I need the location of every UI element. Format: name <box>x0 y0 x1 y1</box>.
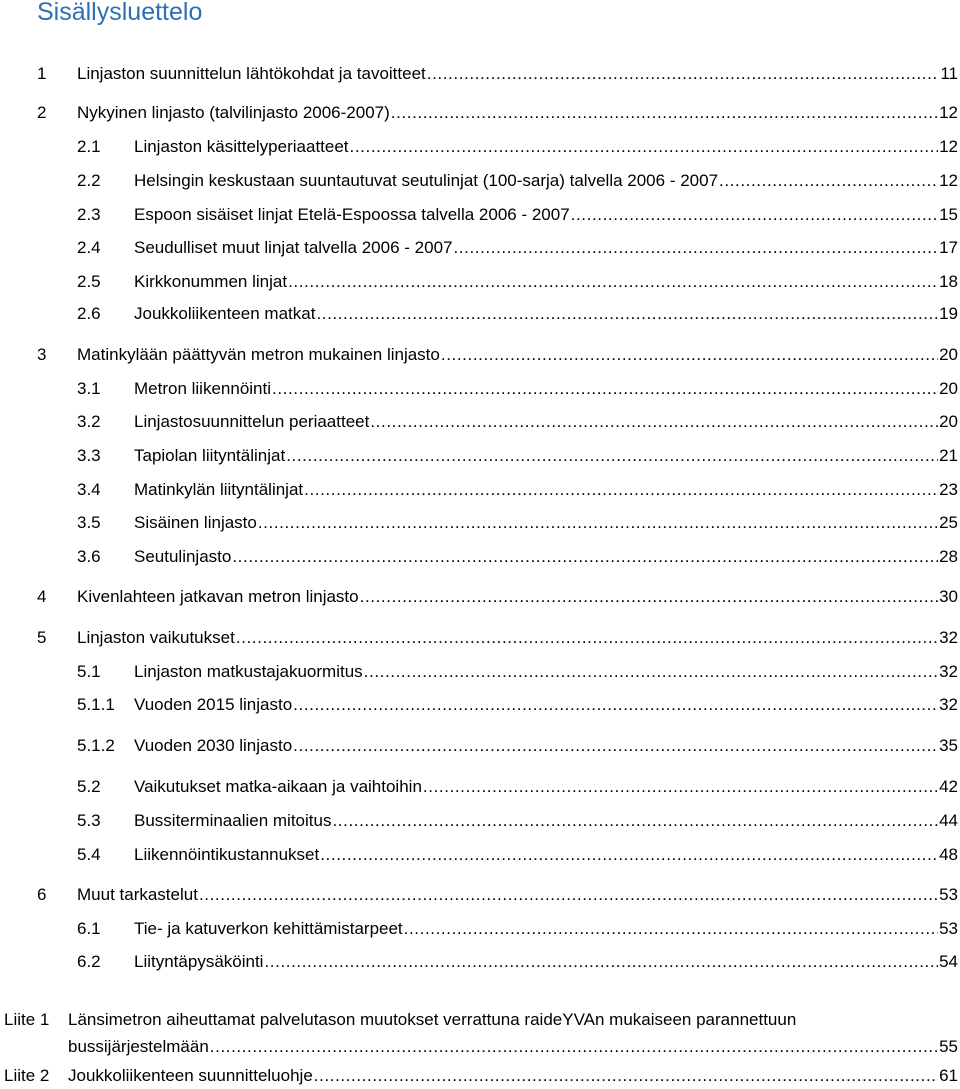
dot-leader <box>293 693 938 717</box>
toc-entry-number: 3.4 <box>77 480 101 499</box>
dot-leader <box>391 101 938 125</box>
toc-entry-number: 6 <box>37 885 47 904</box>
toc-entry-number: 3.1 <box>77 379 101 398</box>
toc-entry[interactable] <box>77 410 958 434</box>
appendix-number: Liite 1 <box>4 1010 50 1029</box>
toc-entry-number: 6.2 <box>77 952 101 971</box>
dot-leader <box>314 1064 938 1088</box>
toc-entry-label: Helsingin keskustaan suuntautuvat seutulinjat (100-sarja) talvella 2006 - 2007 <box>134 169 719 193</box>
toc-entry-page: 23 <box>938 478 958 502</box>
toc-entry-page: 53 <box>938 917 958 941</box>
toc-entry-number: 5.1.2 <box>77 736 115 755</box>
toc-entry[interactable] <box>37 62 958 86</box>
toc-entry[interactable] <box>77 478 958 502</box>
toc-entry-number: 2.5 <box>77 272 101 291</box>
toc-entry-page: 18 <box>938 270 958 294</box>
dot-leader <box>332 809 938 833</box>
appendix-number: Liite 2 <box>4 1066 50 1085</box>
dot-leader <box>258 511 938 535</box>
toc-entry-label: Bussiterminaalien mitoitus <box>134 809 332 833</box>
toc-entry-label: Tapiolan liityntälinjat <box>134 444 286 468</box>
toc-entry[interactable] <box>77 809 958 833</box>
toc-entry[interactable] <box>37 626 958 650</box>
dot-leader <box>232 545 938 569</box>
toc-entry-page: 42 <box>938 775 958 799</box>
toc-entry-page: 20 <box>938 410 958 434</box>
toc-entry-number: 5.4 <box>77 845 101 864</box>
toc-entry[interactable] <box>68 1064 958 1088</box>
toc-entry[interactable] <box>77 950 958 974</box>
toc-entry-number: 3.3 <box>77 446 101 465</box>
toc-entry-label: Kirkkonummen linjat <box>134 270 288 294</box>
toc-entry-number: 3.2 <box>77 412 101 431</box>
toc-entry-page: 54 <box>938 950 958 974</box>
toc-entry[interactable] <box>37 101 958 125</box>
dot-leader <box>360 585 938 609</box>
toc-entry-number: 2 <box>37 103 47 122</box>
toc-entry-label: Tie- ja katuverkon kehittämistarpeet <box>134 917 404 941</box>
toc-entry-page: 44 <box>938 809 958 833</box>
dot-leader <box>304 478 938 502</box>
toc-entry-label: Linjaston vaikutukset <box>77 626 236 650</box>
toc-entry-page: 17 <box>938 236 958 260</box>
toc-entry-label: Metron liikennöinti <box>134 377 272 401</box>
toc-entry-label: Muut tarkastelut <box>77 883 199 907</box>
toc-entry-label: Joukkoliikenteen matkat <box>134 302 316 326</box>
toc-entry-page: 12 <box>938 135 958 159</box>
dot-leader <box>441 343 938 367</box>
toc-entry[interactable] <box>77 270 958 294</box>
dot-leader <box>350 135 939 159</box>
dot-leader <box>423 775 938 799</box>
toc-entry[interactable] <box>77 545 958 569</box>
dot-leader <box>364 660 938 684</box>
toc-entry-number: 3.6 <box>77 547 101 566</box>
toc-entry[interactable] <box>77 734 958 758</box>
dot-leader <box>370 410 938 434</box>
toc-entry-number: 5.1 <box>77 662 101 681</box>
dot-leader <box>236 626 938 650</box>
dot-leader <box>272 377 938 401</box>
appendix-label: Joukkoliikenteen suunnitteluohje <box>68 1064 314 1088</box>
toc-entry-number: 2.6 <box>77 304 101 323</box>
toc-entry-page: 20 <box>938 343 958 367</box>
toc-entry-number: 3 <box>37 345 47 364</box>
dot-leader <box>293 734 938 758</box>
appendix-page: 55 <box>938 1035 958 1059</box>
toc-entry-page: 21 <box>938 444 958 468</box>
toc-entry-label: Vuoden 2030 linjasto <box>134 734 293 758</box>
appendix-label[interactable]: Länsimetron aiheuttamat palvelutason muutokset verrattuna raideYVAn mukaiseen parannettuun <box>68 1010 797 1029</box>
toc-entry[interactable] <box>77 236 958 260</box>
toc-entry-label: Matinkylään päättyvän metron mukainen linjasto <box>77 343 441 367</box>
dot-leader <box>719 169 938 193</box>
toc-entry-page: 32 <box>938 626 958 650</box>
dot-leader <box>316 302 938 326</box>
toc-entry-number: 4 <box>37 587 47 606</box>
toc-entry-number: 2.3 <box>77 205 101 224</box>
toc-entry-label: Seudulliset muut linjat talvella 2006 - 2007 <box>134 236 453 260</box>
toc-entry-label: Matinkylän liityntälinjat <box>134 478 304 502</box>
toc-entry-label: Linjastosuunnittelun periaatteet <box>134 410 370 434</box>
toc-entry-page: 15 <box>938 203 958 227</box>
toc-entry-label: Sisäinen linjasto <box>134 511 258 535</box>
toc-entry-page: 20 <box>938 377 958 401</box>
toc-entry-number: 6.1 <box>77 919 101 938</box>
toc-entry-number: 5.3 <box>77 811 101 830</box>
page-title: Sisällysluettelo <box>37 0 203 26</box>
toc-entry[interactable] <box>68 1035 958 1059</box>
toc-entry[interactable] <box>77 775 958 799</box>
toc-entry[interactable] <box>37 883 958 907</box>
dot-leader <box>210 1035 938 1059</box>
toc-entry-number: 2.1 <box>77 137 101 156</box>
dot-leader <box>571 203 938 227</box>
toc-entry-number: 2.4 <box>77 238 101 257</box>
toc-entry-label: Nykyinen linjasto (talvilinjasto 2006-2007) <box>77 101 391 125</box>
toc-entry-label: Liityntäpysäköinti <box>134 950 264 974</box>
toc-entry-page: 12 <box>938 169 958 193</box>
toc-entry-page: 48 <box>938 843 958 867</box>
toc-entry-label: Kivenlahteen jatkavan metron linjasto <box>77 585 360 609</box>
toc-entry[interactable] <box>37 343 958 367</box>
toc-entry-label: Vaikutukset matka-aikaan ja vaihtoihin <box>134 775 423 799</box>
toc-entry-number: 2.2 <box>77 171 101 190</box>
toc-entry-label: Linjaston käsittelyperiaatteet <box>134 135 350 159</box>
toc-entry-page: 25 <box>938 511 958 535</box>
toc-entry[interactable] <box>77 302 958 326</box>
appendix-page: 61 <box>938 1064 958 1088</box>
toc-entry-page: 12 <box>938 101 958 125</box>
dot-leader <box>427 62 940 86</box>
toc-entry[interactable] <box>77 444 958 468</box>
toc-entry-number: 5.1.1 <box>77 695 115 714</box>
toc-entry-number: 1 <box>37 64 47 83</box>
toc-entry[interactable] <box>77 377 958 401</box>
toc-entry-label: Seutulinjasto <box>134 545 232 569</box>
dot-leader <box>453 236 938 260</box>
toc-entry-number: 5.2 <box>77 777 101 796</box>
appendix-label-continued: bussijärjestelmään <box>68 1035 210 1059</box>
toc-entry[interactable] <box>77 693 958 717</box>
toc-entry-page: 32 <box>938 660 958 684</box>
dot-leader <box>264 950 938 974</box>
toc-entry-page: 35 <box>938 734 958 758</box>
dot-leader <box>286 444 938 468</box>
toc-entry[interactable] <box>77 203 958 227</box>
toc-entry-label: Linjaston matkustajakuormitus <box>134 660 364 684</box>
toc-entry[interactable] <box>77 135 958 159</box>
toc-entry-page: 28 <box>938 545 958 569</box>
toc-entry[interactable] <box>37 585 958 609</box>
toc-entry[interactable] <box>77 169 958 193</box>
toc-entry-label: Espoon sisäiset linjat Etelä-Espoossa talvella 2006 - 2007 <box>134 203 571 227</box>
toc-entry-label: Liikennöintikustannukset <box>134 843 320 867</box>
toc-entry-page: 53 <box>938 883 958 907</box>
dot-leader <box>199 883 938 907</box>
toc-entry-label: Vuoden 2015 linjasto <box>134 693 293 717</box>
dot-leader <box>288 270 938 294</box>
toc-entry-page: 19 <box>938 302 958 326</box>
toc-entry-page: 32 <box>938 693 958 717</box>
toc-entry[interactable] <box>77 843 958 867</box>
toc-entry-number: 5 <box>37 628 47 647</box>
dot-leader <box>320 843 938 867</box>
toc-entry[interactable] <box>77 660 958 684</box>
dot-leader <box>404 917 938 941</box>
toc-entry[interactable] <box>77 917 958 941</box>
toc-entry[interactable] <box>77 511 958 535</box>
toc-entry-page: 11 <box>939 62 958 86</box>
toc-entry-number: 3.5 <box>77 513 101 532</box>
toc-entry-page: 30 <box>938 585 958 609</box>
toc-entry-label: Linjaston suunnittelun lähtökohdat ja tavoitteet <box>77 62 427 86</box>
